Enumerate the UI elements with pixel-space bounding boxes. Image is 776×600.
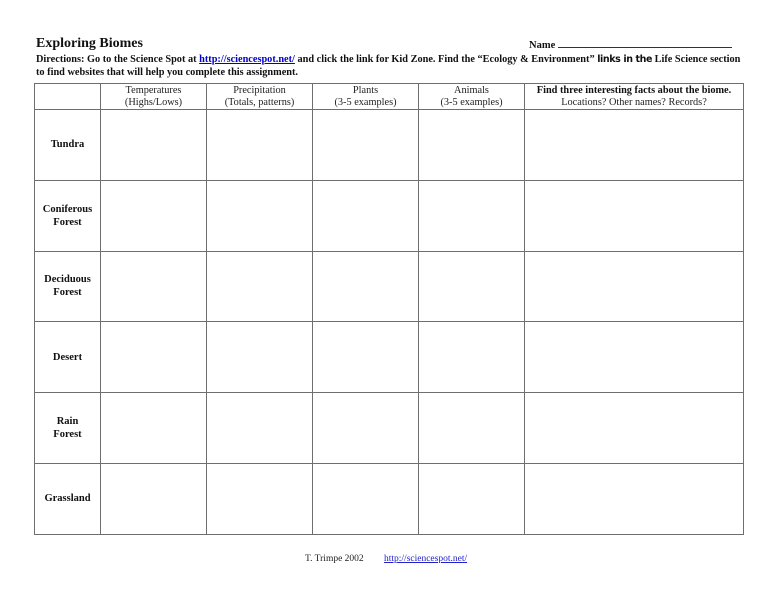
biome-name: Deciduous: [44, 274, 91, 286]
cell-animals[interactable]: [419, 463, 525, 534]
biome-name-line2: Forest: [53, 429, 82, 441]
footer-credit: T. Trimpe 2002: [305, 554, 364, 564]
cell-facts[interactable]: [525, 393, 744, 464]
header-label: Precipitation: [233, 84, 286, 96]
cell-precipitation[interactable]: [207, 322, 313, 393]
cell-plants[interactable]: [313, 322, 419, 393]
cell-facts[interactable]: [525, 251, 744, 322]
cell-animals[interactable]: [419, 180, 525, 251]
cell-precipitation[interactable]: [207, 393, 313, 464]
cell-precipitation[interactable]: [207, 180, 313, 251]
biome-name: Tundra: [50, 139, 85, 151]
header-facts: [525, 84, 744, 110]
table-row: [35, 393, 744, 464]
cell-plants[interactable]: [313, 463, 419, 534]
header-sublabel: Locations? Other names? Records?: [561, 96, 707, 108]
footer-link[interactable]: http://sciencespot.net/: [384, 554, 468, 564]
header-blank: [35, 84, 101, 110]
biome-name-line2: Forest: [53, 216, 82, 228]
cell-animals[interactable]: [419, 110, 525, 181]
header-label: Plants: [352, 84, 379, 96]
cell-temperatures[interactable]: [101, 463, 207, 534]
page-title: Exploring Biomes: [36, 36, 143, 51]
table-row: [35, 322, 744, 393]
cell-animals[interactable]: [419, 393, 525, 464]
header-row: [35, 84, 744, 110]
cell-plants[interactable]: [313, 180, 419, 251]
directions-text-heavy: links in the: [597, 54, 653, 65]
sciencespot-link[interactable]: http://sciencespot.net/: [199, 54, 295, 65]
header-sublabel: (Highs/Lows): [124, 96, 183, 108]
cell-precipitation[interactable]: [207, 110, 313, 181]
cell-temperatures[interactable]: [101, 180, 207, 251]
table-row: [35, 180, 744, 251]
header-sublabel: (3-5 examples): [334, 96, 397, 108]
cell-facts[interactable]: [525, 322, 744, 393]
cell-temperatures[interactable]: [101, 393, 207, 464]
cell-plants[interactable]: [313, 393, 419, 464]
cell-facts[interactable]: [525, 463, 744, 534]
cell-animals[interactable]: [419, 322, 525, 393]
name-field[interactable]: [529, 38, 732, 51]
cell-temperatures[interactable]: [101, 322, 207, 393]
header-temperatures: [101, 84, 207, 110]
cell-precipitation[interactable]: [207, 251, 313, 322]
header-precipitation: [207, 84, 313, 110]
header-label: Animals: [454, 84, 489, 96]
header-sublabel: (Totals, patterns): [224, 96, 295, 108]
biome-name: Grassland: [44, 493, 91, 505]
biome-name-line2: Forest: [53, 287, 82, 299]
directions-text-3: Life Science section to find websites that will help you complete this assignment.: [36, 54, 741, 78]
table-row: [35, 110, 744, 181]
table-row: [35, 463, 744, 534]
table-row: [35, 251, 744, 322]
biome-table: [34, 83, 744, 535]
cell-animals[interactable]: [419, 251, 525, 322]
biome-label-grassland: [35, 463, 101, 534]
cell-facts[interactable]: [525, 110, 744, 181]
biome-name: Rain: [56, 416, 79, 428]
header-label: Temperatures: [125, 84, 182, 96]
cell-plants[interactable]: [313, 251, 419, 322]
cell-facts[interactable]: [525, 180, 744, 251]
biome-label-tundra: [35, 110, 101, 181]
biome-label-coniferous-forest: [35, 180, 101, 251]
biome-label-rain-forest: [35, 393, 101, 464]
biome-label-deciduous-forest: [35, 251, 101, 322]
directions-text-1: Directions: Go to the Science Spot at: [36, 54, 200, 65]
cell-temperatures[interactable]: [101, 251, 207, 322]
cell-temperatures[interactable]: [101, 110, 207, 181]
header-sublabel: (3-5 examples): [440, 96, 503, 108]
biome-name: Coniferous: [42, 203, 93, 215]
header-animals: [419, 84, 525, 110]
cell-plants[interactable]: [313, 110, 419, 181]
name-blank-line[interactable]: [558, 38, 732, 48]
directions-text-2: and click the link for Kid Zone. Find the “Ecology & Environment”: [294, 54, 598, 65]
header-plants: [313, 84, 419, 110]
directions: [36, 54, 746, 79]
cell-precipitation[interactable]: [207, 463, 313, 534]
header-label: Find three interesting facts about the biome.: [536, 84, 732, 96]
name-label: Name: [529, 40, 556, 51]
biome-label-desert: [35, 322, 101, 393]
biome-name: Desert: [52, 351, 83, 363]
